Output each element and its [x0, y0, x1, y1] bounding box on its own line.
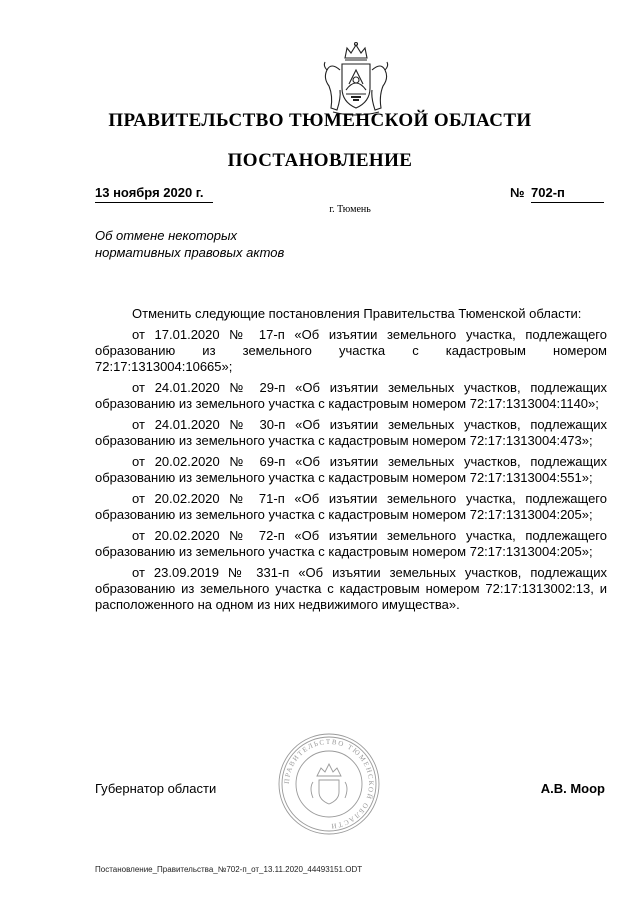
document-type-title: ПОСТАНОВЛЕНИЕ	[227, 150, 413, 171]
list-item: от 20.02.2020 № 72-п «Об изъятии земельного участка, подлежащего образованию из земельного участка с кадастровым номером 72:17:1313004:205»;	[95, 528, 607, 559]
body-intro: Отменить следующие постановления Правительства Тюменской области:	[132, 306, 582, 321]
tyumen-coat-of-arms-icon	[313, 40, 399, 118]
document-city: г. Тюмень	[329, 204, 371, 215]
document-number-label: №	[510, 185, 525, 200]
list-item: от 20.02.2020 № 71-п «Об изъятии земельного участка, подлежащего образованию из земельного участка с кадастровым номером 72:17:1313004:205»;	[95, 491, 607, 522]
signer-name: А.В. Моор	[540, 781, 605, 796]
document-number: 702-п	[531, 185, 604, 203]
footer-filename: Постановление_Правительства_№702-п_от_13.11.2020_44493151.ODT	[95, 865, 363, 874]
signer-title: Губернатор области	[95, 781, 217, 796]
subject-line: Об отмене некоторых	[95, 228, 238, 243]
list-item: от 24.01.2020 № 30-п «Об изъятии земельных участков, подлежащих образованию из земельного участка с кадастровым номером 72:17:1313004:473»;	[95, 417, 607, 448]
seal-text: ПРАВИТЕЛЬСТВО ТЮМЕНСКОЙ ОБЛАСТИ	[282, 737, 376, 831]
document-subject	[95, 227, 284, 261]
svg-text:ПРАВИТЕЛЬСТВО ТЮМЕНСКОЙ ОБЛАСТ	[283, 738, 375, 830]
list-item: от 24.01.2020 № 29-п «Об изъятии земельных участков, подлежащих образованию из земельного участка с кадастровым номером 72:17:1313004:1140»;	[95, 380, 607, 411]
list-item: от 23.09.2019 № 331-п «Об изъятии земельных участков, подлежащих образованию из земельного участка с кадастровым номером 72:17:1313002:13, и расположенного на одном из них недвижимого имущества».	[95, 565, 607, 612]
document-date: 13 ноября 2020 г.	[95, 185, 213, 203]
list-item: от 17.01.2020 № 17-п «Об изъятии земельного участка, подлежащего образованию из земельного участка с кадастровым номером 72:17:1313004:10665»;	[95, 327, 607, 374]
subject-line: нормативных правовых актов	[95, 245, 285, 260]
official-seal-icon	[277, 732, 381, 836]
list-item: от 20.02.2020 № 69-п «Об изъятии земельных участков, подлежащих образованию из земельного участка с кадастровым номером 72:17:1313004:551»;	[95, 454, 607, 485]
document-body	[95, 306, 607, 618]
government-title: ПРАВИТЕЛЬСТВО ТЮМЕНСКОЙ ОБЛАСТИ	[108, 110, 532, 131]
